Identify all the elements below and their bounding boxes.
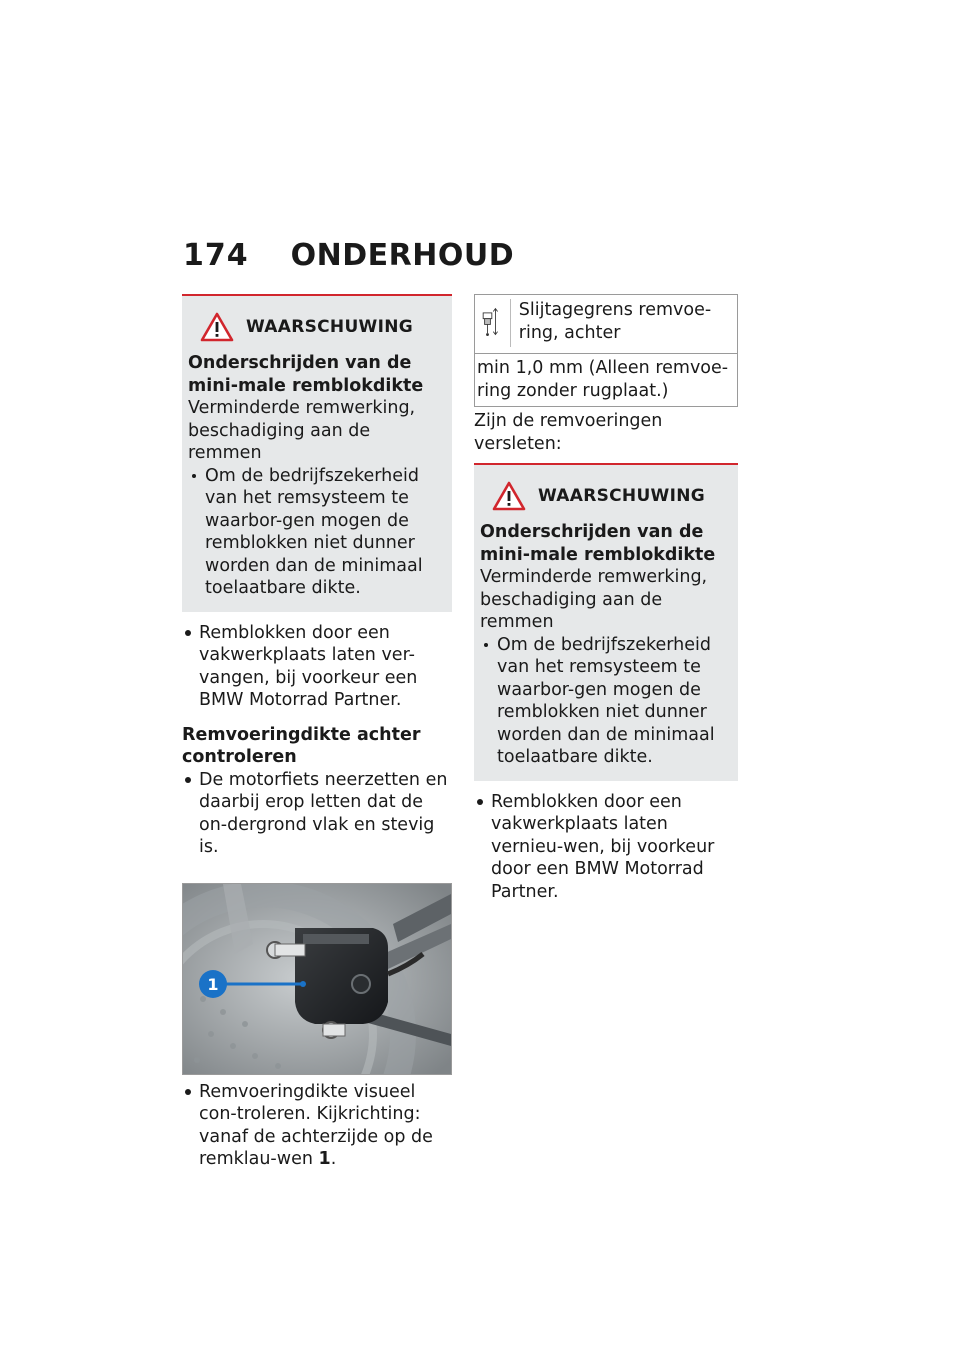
warning-label: WAARSCHUWING	[246, 316, 414, 337]
warning-title	[200, 312, 446, 342]
warning-triangle-icon	[492, 481, 526, 511]
step-visual-check-ref: 1	[318, 1149, 331, 1169]
spec-label: Slijtagegrens remvoe-ring, achter	[510, 299, 731, 347]
warning-box-2	[474, 463, 738, 781]
step-park-motorcycle: De motorfiets neerzetten en daarbij erop letten dat de on-dergrond vlak en stevig is.	[182, 769, 452, 859]
photo-callout-1: 1	[207, 974, 219, 994]
brake-caliper-illustration	[183, 884, 451, 1074]
warning-text-2: Verminderde remwerking, beschadiging aan de remmen	[480, 567, 708, 632]
warning-text: Verminderde remwerking, beschadiging aan de remmen	[188, 398, 416, 463]
section-title: ONDERHOUD	[290, 238, 515, 273]
page-number: 174	[183, 238, 249, 273]
warning-title-2	[492, 481, 732, 511]
wear-limit-icon	[481, 299, 500, 347]
subheading-rear-check: Remvoeringdikte achter controleren	[182, 724, 421, 767]
warning-bullet-2: Om de bedrijfszekerheid van het remsysteem te waarbor-gen mogen de remblokken niet dunner worden dan de minimaal toelaatbare dikte.	[480, 634, 732, 769]
warning-triangle-icon	[200, 312, 234, 342]
spec-value: min 1,0 mm (Alleen remvoe-ring zonder rugplaat.)	[477, 358, 729, 401]
warning-heading-2: Onderschrijden van de mini-male remblokdikte	[480, 522, 716, 565]
left-column	[182, 294, 452, 1171]
worn-linings-lead: Zijn de remvoeringen versleten:	[474, 411, 663, 454]
step-visual-check-text: Remvoeringdikte visueel con-troleren. Kijkrichting: vanaf de achterzijde op de remklau-wen	[199, 1081, 433, 1169]
brake-caliper-photo	[182, 883, 452, 1075]
warning-box	[182, 294, 452, 612]
warning-bullet: Om de bedrijfszekerheid van het remsysteem te waarbor-gen mogen de remblokken niet dunner worden dan de minimaal toelaatbare dikte.	[188, 465, 446, 600]
right-column	[474, 294, 738, 903]
step-renew-pads: Remblokken door een vakwerkplaats laten vernieu-wen, bij voorkeur door een BMW Motorrad Partner.	[474, 791, 738, 904]
wear-limit-spec	[474, 294, 738, 407]
page-header	[183, 238, 514, 278]
step-replace-pads: Remblokken door een vakwerkplaats laten ver-vangen, bij voorkeur een BMW Motorrad Partner.	[182, 622, 452, 712]
spec-header	[475, 295, 737, 354]
warning-label-2: WAARSCHUWING	[538, 485, 706, 506]
warning-heading: Onderschrijden van de mini-male remblokdikte	[188, 353, 424, 396]
step-visual-check: Remvoeringdikte visueel con-troleren. Kijkrichting: vanaf de achterzijde op de remklau-wen 1.	[182, 1081, 452, 1171]
